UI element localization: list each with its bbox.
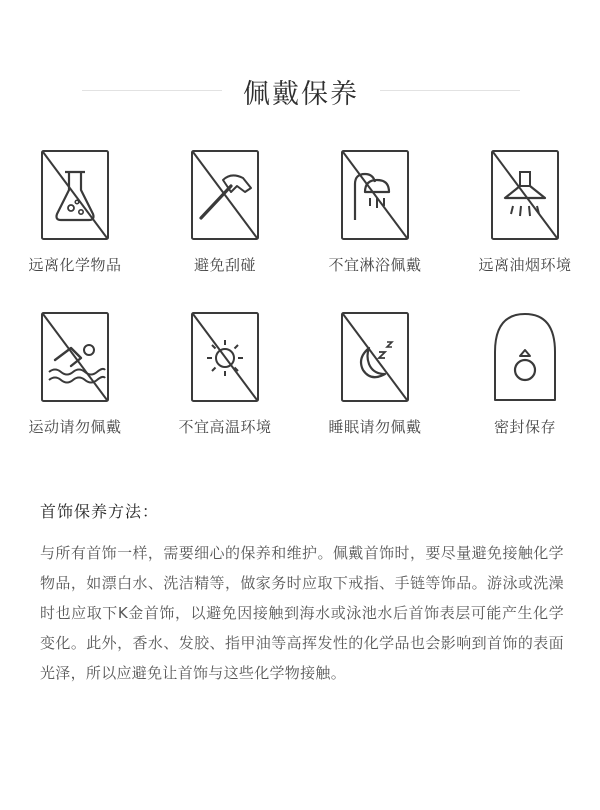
swimmer-icon bbox=[41, 312, 109, 402]
shower-icon bbox=[341, 150, 409, 240]
care-item-label: 不宜高温环境 bbox=[178, 418, 272, 436]
title-divider-left bbox=[82, 90, 222, 91]
section-body: 与所有首饰一样，需要细心的保养和维护。佩戴首饰时，要尽量避免接触化学物品，如漂白水、洗洁精等，做家务时应取下戒指、手链等饰品。游泳或洗澡时也应取下K金首饰，以避免因接触到海水或泳池水后首饰表层可能产生化学变化。此外，香水、发胶、指甲油等高挥发性的化学品也会影响到首饰的表面光泽，所以应避免让首饰与这些化学物接触。 bbox=[40, 544, 564, 682]
care-item-label: 远离化学物品 bbox=[28, 256, 122, 274]
care-item-label: 不宜淋浴佩戴 bbox=[328, 256, 422, 274]
header bbox=[0, 66, 600, 116]
ring-pouch-icon bbox=[491, 312, 559, 402]
care-item-label: 睡眠请勿佩戴 bbox=[328, 418, 422, 436]
care-item-label: 避免刮碰 bbox=[193, 256, 256, 274]
moon-sleep-icon bbox=[341, 312, 409, 402]
flask-icon bbox=[41, 150, 109, 240]
section-title: 首饰保养方法： bbox=[40, 502, 160, 521]
hammer-icon bbox=[191, 150, 259, 240]
care-item-label: 远离油烟环境 bbox=[478, 256, 572, 274]
care-item-label: 密封保存 bbox=[493, 418, 556, 436]
range-hood-icon bbox=[491, 150, 559, 240]
title-divider-right bbox=[380, 90, 520, 91]
page-title: 佩戴保养 bbox=[243, 79, 359, 110]
sun-icon bbox=[191, 312, 259, 402]
care-item-label: 运动请勿佩戴 bbox=[28, 418, 122, 436]
